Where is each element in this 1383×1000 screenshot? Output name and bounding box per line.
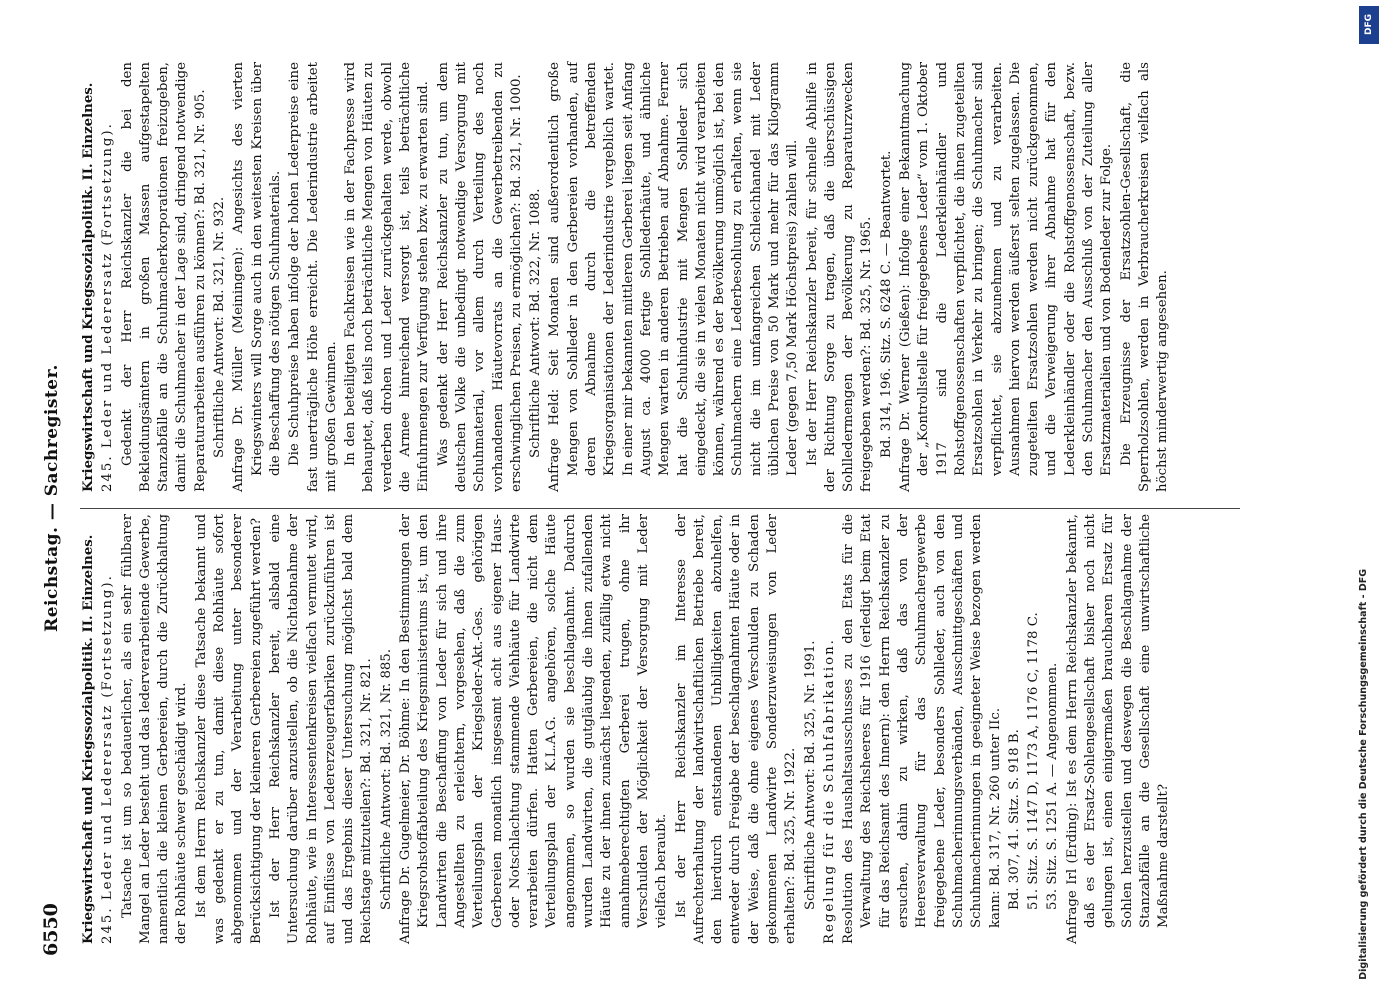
inquiry-entry: Anfrage Held: Seit Monaten sind außerordentlich große Mengen von Sohlleder in den Gerbereien vorhanden, auf deren Abnahme durch die betreffenden Kriegsorganisationen der Lederindustrie vergeblich wartet. In einer mir bekannten mittleren Gerberei liegen seit Anfang August ca. 4000 fertige Sohllederhäute, und ähnliche Mengen warten in anderen Betrieben auf Abnahme. Ferner hat die Schuhindustrie mit Mengen Sohlleder sich eingedeckt, die sie in vielen Monaten nicht wird verarbeiten können, während es der Bevölkerung unmöglich ist, bei den Schuhmachern eine Lederbesohlung zu erhalten, wenn sie nicht die im umfangreichen Schleichhandel mit Leder üblichen Preise von 50 Mark und mehr für das Kilogramm Leder (gegen 7,50 Mark Höchstpreis) zahlen will. xyxy=(547,62,801,492)
paragraph: Ist dem Herrn Reichskanzler diese Tatsache bekannt und was gedenkt er zu tun, damit diese Rohhäute sofort abgenommen und der Verarbeitung unter besonderer Berücksichtigung der kleineren Gerbereien zugeführt werden? xyxy=(193,514,264,944)
section-entry: Regelung für die Schuhfabrikation. xyxy=(821,638,837,944)
reference: Schriftliche Antwort: Bd. 322, Nr. 1088. xyxy=(528,188,544,458)
inquiry-entry: Anfrage Dr. Werner (Gießen): Infolge einer Bekanntmachung der „Kontrollstelle für freigegebenes Leder“ vom 1. Oktober 1917 sind die Lederkleinhändler und Rohstoffgenossenschaften verpflichtet, die ihnen zugeteilten Ersatzsohlen in Verkehr zu bringen; die Schuhmacher sind verpflichtet, sie abzunehmen und zu verarbeiten. Ausnahmen hiervon werden äußerst selten zugelassen. Die zugeteilten Ersatzsohlen werden nicht zurückgenommen, und die Verweigerung ihrer Abnahme hat für den Lederkleinhändler oder die Rohstoffgenossenschaft, bezw. den Schuhmacher den Ausschluß von der Zuteilung aller Ersatzmaterialien und von Bodenleder zur Folge. xyxy=(898,62,1115,492)
right-column xyxy=(80,62,1174,492)
inquiry-entry: Anfrage Irl (Erding): Ist es dem Herrn Reichskanzler bekannt, daß es der Ersatz-Sohlengesellschaft bisher noch nicht gelungen ist, einen einigermaßen brauchbaren Ersatz für Sohlen herzustellen und deswegen die Beschlagnahme der Stanzabfälle an die Gesellschaft eine unwirtschaftliche Maßnahme darstellt? xyxy=(1064,514,1172,944)
resolution-entry: Resolution des Haushaltsausschusses zu den Etats für die Verwaltung des Reichsheeres für 1916 (erledigt beim Etat für das Reichsamt des Innern): den Herrn Reichskanzler zu ersuchen, dahin zu wirken, daß das von der Heeresverwaltung für das Schuhmachergewerbe freigegebene Leder, besonders Sohlleder, auch von den Schuhmacherinnungsverbänden, Ausschnittgeschäften und Schuhmacherinnungen in geeigneter Weise bezogen werden kann: Bd. 317, Nr. 260 unter IIc. xyxy=(841,514,1003,944)
paragraph: Ist der Herr Reichskanzler bereit, alsbald eine Untersuchung darüber anzustellen, ob die Nichtabnahme der Rohhäute, wie in Interessentenkreisen vielfach vermutet wird, auf Einflüsse von Ledererzeugerfabriken zurückzuführen ist und das Ergebnis dieser Untersuchung möglichst bald dem Reichstage mitzuteilen?: Bd. 321, Nr. 821. xyxy=(267,514,375,944)
reference: Schriftliche Antwort: Bd. 325, Nr. 1991. xyxy=(802,640,818,910)
reference: 53. Sitz. S. 1251 A. — Angenommen. xyxy=(1045,662,1061,910)
page-header xyxy=(36,40,76,956)
paragraph: Die Schuhpreise haben infolge der hohen Lederpreise eine fast unerträgliche Höhe erreicht. Die Lederindustrie arbeitet mit großen Gewinnen. xyxy=(287,62,339,492)
reference: Bd. 314, 196. Sitz. S. 6248 C. — Beantwortet. xyxy=(878,150,894,458)
paragraph: Was gedenkt der Herr Reichskanzler zu tun, um dem deutschen Volke die unbedingt notwendige Versorgung mit Schuhmaterial, vor allem durch Verteilung des noch vorhandenen Häutevorrats an die Gewerbetreibenden zu erschwinglichen Preisen, zu ermöglichen?: Bd. 321, Nr. 1000. xyxy=(435,62,524,492)
page-number: 6550 xyxy=(40,903,62,956)
paragraph: Ist der Herr Reichskanzler im Interesse der Aufrechterhaltung der landwirtschaftlichen Betriebe bereit, den hierdurch entstandenen Unbilligkeiten abzuhelfen, entweder durch Freigabe der beschlagnahmten Häute oder in der Weise, daß die ohne eigenes Verschulden zu Schaden gekommenen Landwirte Sonderzuweisungen von Leder erhalten?: Bd. 325, Nr. 1922. xyxy=(673,514,799,944)
paragraph: In den beteiligten Fachkreisen wie in der Fachpresse wird behauptet, daß teils noch beträchtliche Mengen von Häuten zu verderben drohen und Leder zurückgehalten werde, obwohl die Armee hinreichend versorgt ist, teils beträchtliche Einfuhrmengen zur Verfügung stehen bzw. zu erwarten sind. xyxy=(343,62,432,492)
reference: 51. Sitz. S. 1147 D, 1173 A, 1176 C, 1178 C. xyxy=(1026,612,1042,910)
reference: Schriftliche Antwort: Bd. 321, Nr. 885. xyxy=(378,648,394,910)
column-heading: Kriegswirtschaft und Kriegssozialpolitik. II. Einzelnes. xyxy=(81,82,96,492)
inquiry-entry: Anfrage Dr. Müller (Meiningen): Angesichts des vierten Kriegswinters will Sorge auch in den weitesten Kreisen über die Beschaffung des nötigen Schuhmaterials. xyxy=(231,62,283,492)
dfg-logo: DFG xyxy=(1359,6,1379,44)
reference: Bd. 307, 41. Sitz. S. 918 B. xyxy=(1006,729,1022,910)
inquiry-entry: Anfrage Dr. Gugelmeier, Dr. Böhme: In den Bestimmungen der Kriegsrohstoffabteilung des Kriegsministeriums ist, um den Landwirten die Beschaffung von Leder für sich und ihre Angestellten zu erleichtern, vorgesehen, daß die zum Verteilungsplan der Kriegsleder-Akt.-Ges. gehörigen Gerbereien monatlich insgesamt acht aus eigener Haus- oder Notschlachtung stammende Viehhäute für Landwirte verarbeiten dürfen. Hatten Gerbereien, die nicht dem Verteilungsplan der K.L.A.G. angehören, solche Häute angenommen, so wurden sie beschlagnahmt. Dadurch wurden Landwirten, die gutgläubig die ihnen zufallenden Häute zu der ihnen zunächst liegenden, zufällig etwa nicht annahmeberechtigten Gerberei trugen, ohne ihr Verschulden der Möglichkeit der Versorgung mit Leder vielfach beraubt. xyxy=(398,514,670,944)
running-head: Reichstag. — Sachregister. xyxy=(42,364,62,632)
column-subheading: 245. Leder und Lederersatz (Fortsetzung). xyxy=(100,574,116,944)
paragraph: Die Erzeugnisse der Ersatzsohlen-Gesellschaft, die Sperrholzsohlen, werden in Verbraucherkreisen vielfach als höchst minderwertig angesehen. xyxy=(1118,62,1171,492)
paragraph: Tatsache ist um so bedauerlicher, als ein sehr fühlbarer Mangel an Leder besteht und das lederverarbeitende Gewerbe, namentlich die kleinen Gerbereien, durch die Zurückhaltung der Rohhäute schwer geschädigt wird. xyxy=(119,514,190,944)
column-divider xyxy=(80,508,1240,509)
digitization-note-text: Digitalisierung gefördert durch die Deutsche Forschungsgemeinschaft - DFG xyxy=(1358,569,1369,980)
paragraph: Gedenkt der Herr Reichskanzler die bei den Bekleidungsämtern in großen Massen aufgestapelten Stanzabfälle an die Schuhmacherkorporationen freizugeben, damit die Schuhmacher in der Lage sind, dringend notwendige Reparaturarbeiten ausführen zu können?: Bd. 321, Nr. 905. xyxy=(119,62,208,492)
column-subheading: 245. Leder und Lederersatz (Fortsetzung). xyxy=(100,122,116,492)
reference: Schriftliche Antwort: Bd. 321, Nr. 932. xyxy=(212,196,228,458)
digitization-note xyxy=(1355,0,1383,1000)
paragraph: Ist der Herr Reichskanzler bereit, für schnelle Abhilfe in der Richtung Sorge zu tragen, daß die überschüssigen Sohlledermengen der Bevölkerung zu Reparaturzwecken freigegeben werden?: Bd. 325, Nr. 1965. xyxy=(804,62,875,492)
column-heading: Kriegswirtschaft und Kriegssozialpolitik. II. Einzelnes. xyxy=(81,534,96,944)
left-column xyxy=(80,514,1175,944)
